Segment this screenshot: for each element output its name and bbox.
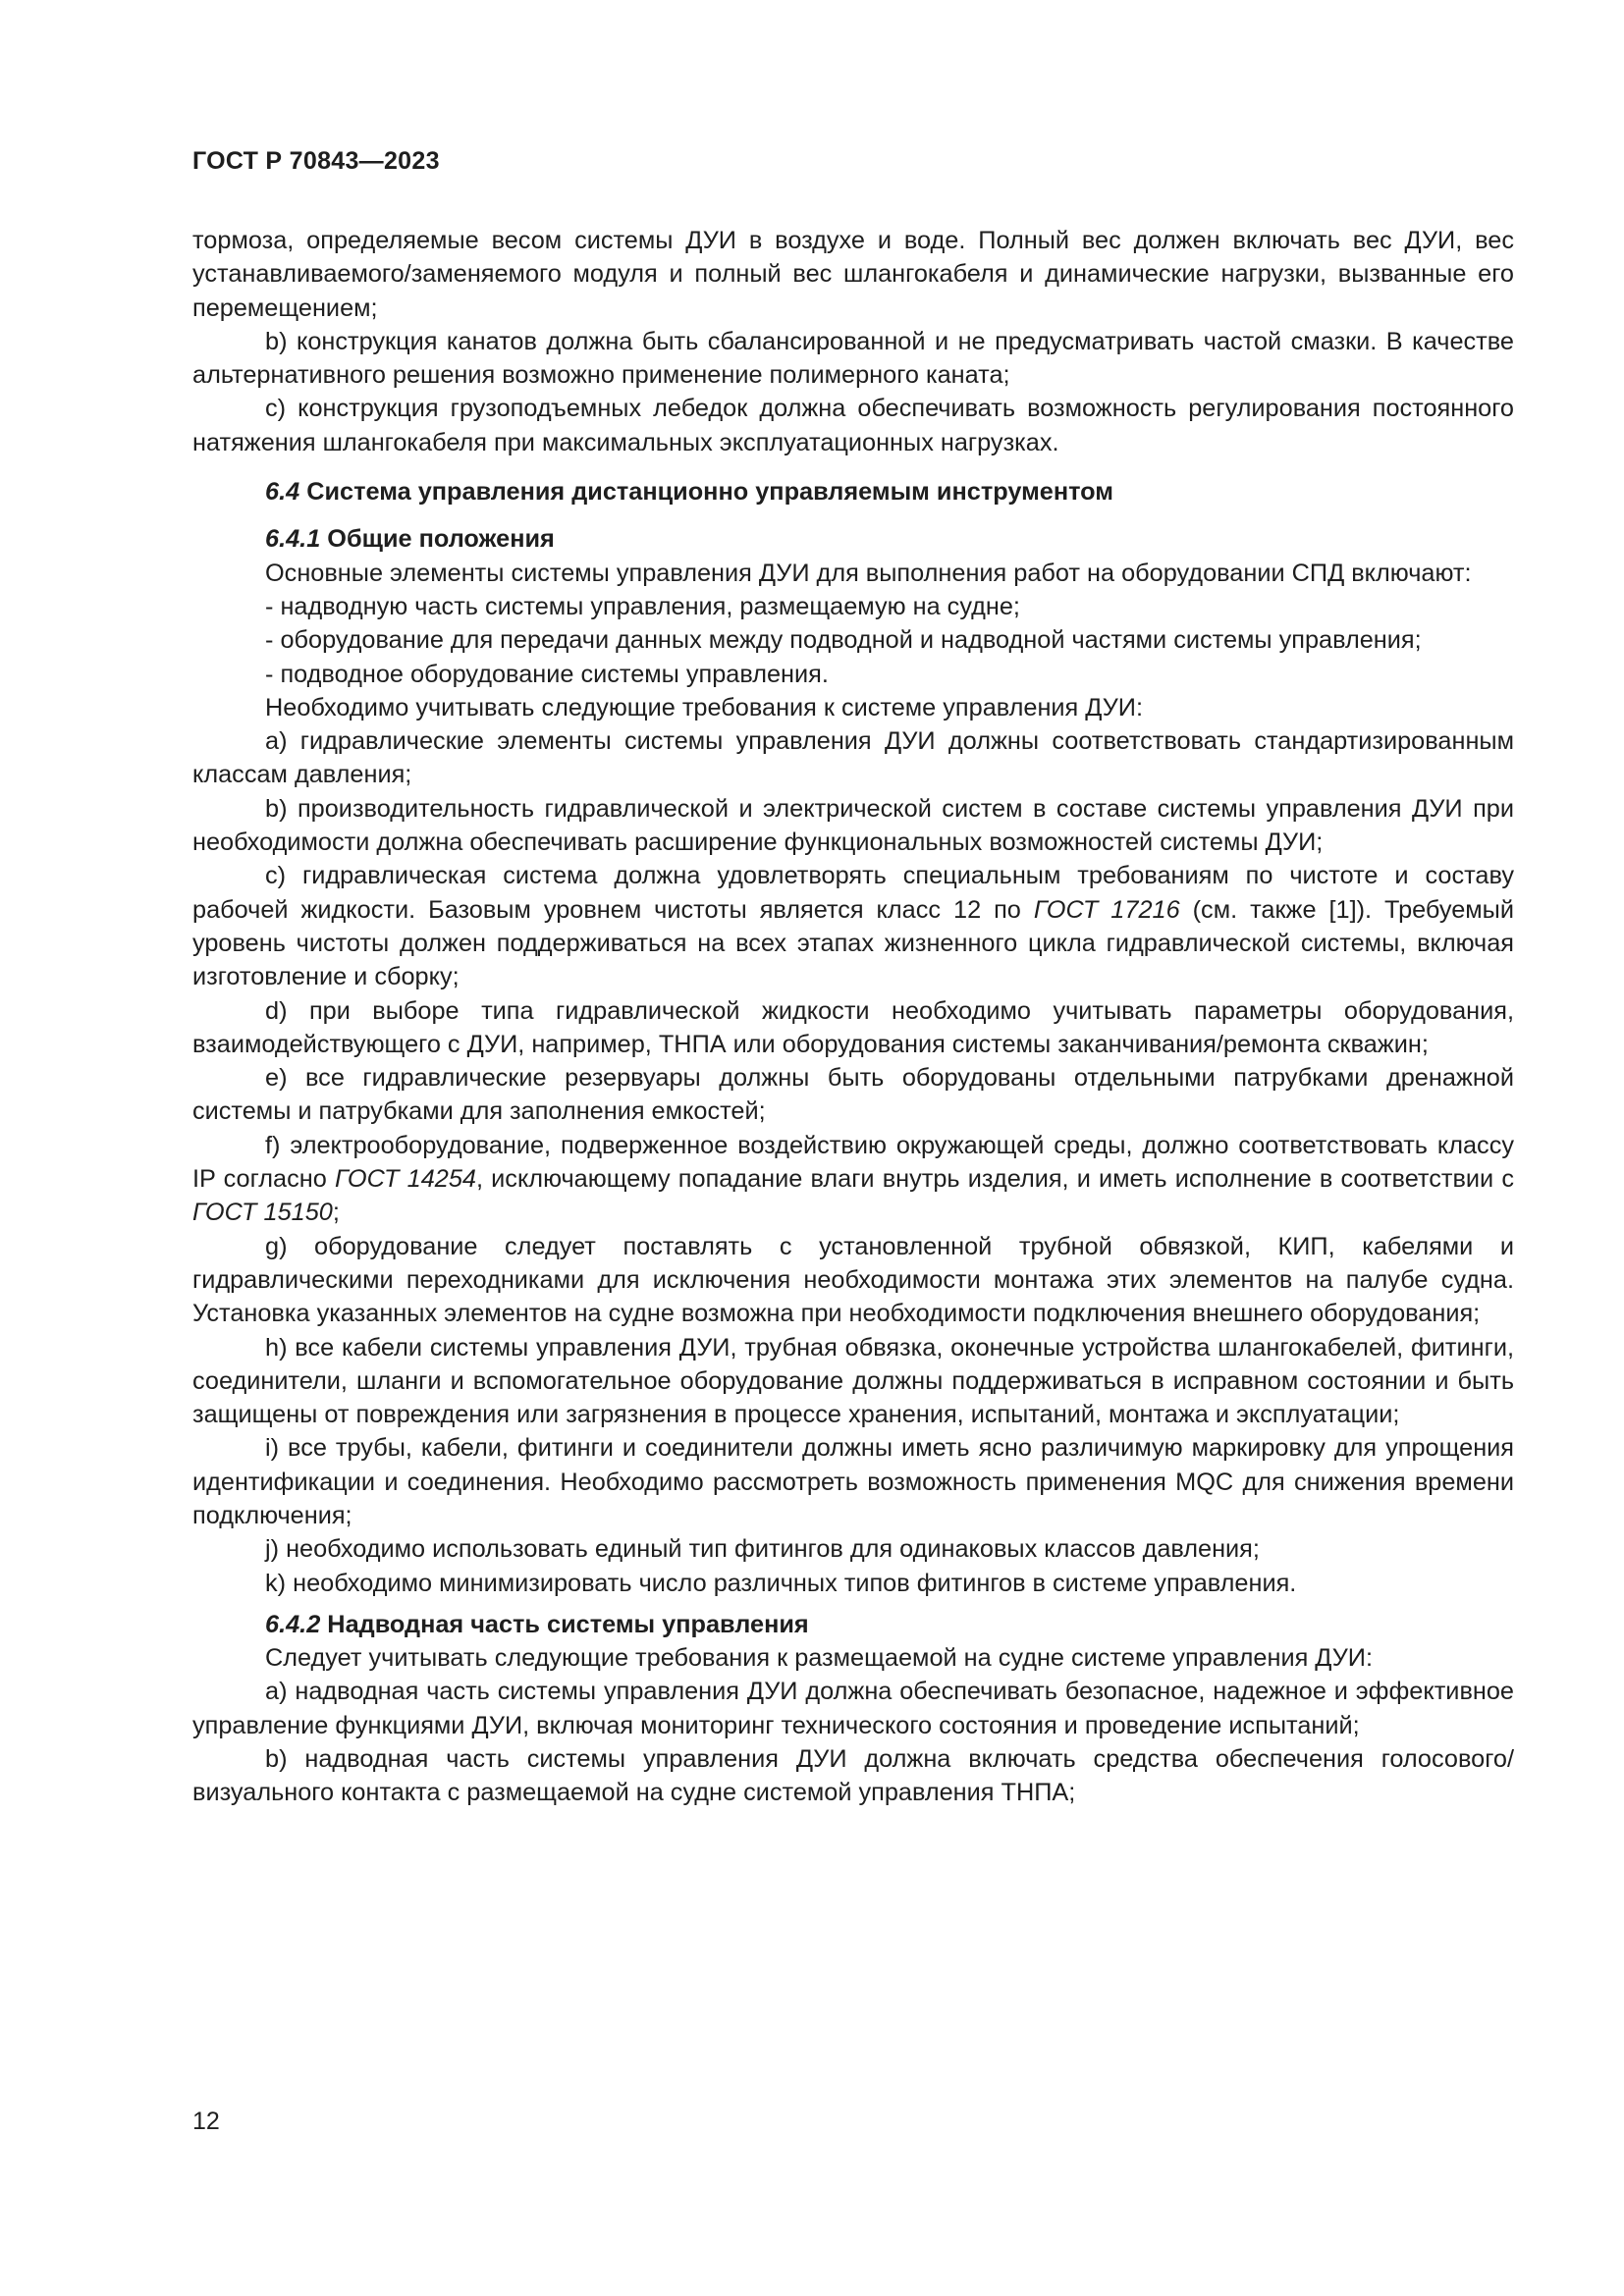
list-item-a: a) гидравлические элементы системы управления ДУИ должны соответствовать стандартизированным классам давления; bbox=[192, 727, 1514, 789]
subsection-title: Надводная часть системы управления bbox=[327, 1610, 809, 1638]
paragraph-intro: Основные элементы системы управления ДУИ для выполнения работ на оборудовании СПД включают: bbox=[265, 559, 1472, 587]
text-fragment: c) гидравлическая система должна удовлетворять специальным требованиям по чистоте и составу рабочей жидкости. Базовым уровнем чистоты является класс 12 по bbox=[192, 862, 1514, 924]
subsection-number: 6.4.1 bbox=[265, 525, 321, 554]
list-item-f bbox=[192, 1129, 1514, 1230]
list-item-g: g) оборудование следует поставлять с установленной трубной обвязкой, КИП, кабелями и гидравлическими переходниками для исключения необходимости монтажа этих элементов на палубе судна. Установка указанных элементов на судне возможна при необходимости подключения внешнего оборудования; bbox=[192, 1232, 1514, 1328]
paragraph-requirements-intro: Необходимо учитывать следующие требования к системе управления ДУИ: bbox=[265, 693, 1143, 721]
list-item-c bbox=[192, 859, 1514, 993]
standard-reference: ГОСТ 17216 bbox=[1033, 895, 1180, 924]
text-fragment: ; bbox=[332, 1199, 340, 1227]
page-number: 12 bbox=[192, 2108, 220, 2135]
text-fragment: (см. также [1]). Требуемый уровень чистоты должен поддерживаться на всех этапах жизненного цикла гидравлической системы, включая изготовление и сборку; bbox=[192, 895, 1514, 991]
subsection-heading-6-4-1 bbox=[192, 522, 1514, 556]
subsection-title: Общие положения bbox=[327, 525, 555, 554]
section-heading-6-4 bbox=[192, 475, 1514, 508]
dash-item: - оборудование для передачи данных между подводной и надводной частями системы управления; bbox=[265, 626, 1422, 655]
list-item-h: h) все кабели системы управления ДУИ, трубная обвязка, оконечные устройства шлангокабелей, фитинги, соединители, шланги и вспомогательное оборудование должны поддерживаться в исправном состоянии и быть защищены от повреждения или загрязнения в процессе хранения, испытаний, монтажа и эксплуатации; bbox=[192, 1333, 1514, 1429]
document-header: ГОСТ Р 70843—2023 bbox=[192, 147, 440, 175]
dash-item: - надводную часть системы управления, размещаемую на судне; bbox=[265, 592, 1020, 620]
list-item-i: i) все трубы, кабели, фитинги и соединители должны иметь ясно различимую маркировку для упрощения идентификации и соединения. Необходимо рассмотреть возможность применения MQC для снижения времени подключения; bbox=[192, 1434, 1514, 1529]
page-body bbox=[192, 224, 1514, 1810]
subsection-heading-6-4-2 bbox=[192, 1608, 1514, 1641]
section-title: Система управления дистанционно управляемым инструментом bbox=[306, 478, 1114, 507]
text-fragment: f) электрооборудование, подверженное воздействию окружающей среды, должно соответствовать классу IP согласно bbox=[192, 1131, 1514, 1194]
section-number: 6.4 bbox=[265, 478, 300, 507]
list-item-b: b) надводная часть системы управления ДУИ должна включать средства обеспечения голосового/визуального контакта с размещаемой на судне системой управления ТНПА; bbox=[192, 1745, 1514, 1807]
standard-reference: ГОСТ 15150 bbox=[192, 1199, 333, 1227]
text-fragment: , исключающему попадание влаги внутрь изделия, и иметь исполнение в соответствии с bbox=[475, 1165, 1514, 1194]
list-item-e: e) все гидравлические резервуары должны быть оборудованы отдельными патрубками дренажной системы и патрубками для заполнения емкостей; bbox=[192, 1064, 1514, 1126]
list-item-d: d) при выборе типа гидравлической жидкости необходимо учитывать параметры оборудования, взаимодействующего с ДУИ, например, ТНПА или оборудования системы заканчивания/ремонта скважин; bbox=[192, 996, 1514, 1058]
subsection-number: 6.4.2 bbox=[265, 1610, 321, 1638]
list-item-b: b) производительность гидравлической и электрической систем в составе системы управления ДУИ при необходимости должна обеспечивать расширение функциональных возможностей системы ДУИ; bbox=[192, 794, 1514, 857]
list-item-c: c) конструкция грузоподъемных лебедок должна обеспечивать возможность регулирования постоянного натяжения шлангокабеля при максимальных эксплуатационных нагрузках. bbox=[192, 395, 1514, 456]
list-item-k: k) необходимо минимизировать число различных типов фитингов в системе управления. bbox=[265, 1569, 1297, 1597]
list-item-a: a) надводная часть системы управления ДУИ должна обеспечивать безопасное, надежное и эффективное управление функциями ДУИ, включая мониторинг технического состояния и проведение испытаний; bbox=[192, 1678, 1514, 1739]
dash-item: - подводное оборудование системы управления. bbox=[265, 660, 829, 688]
list-item-j: j) необходимо использовать единый тип фитингов для одинаковых классов давления; bbox=[265, 1535, 1260, 1564]
continuation-paragraph: тормоза, определяемые весом системы ДУИ в воздухе и воде. Полный вес должен включать вес ДУИ, вес устанавливаемого/заменяемого модуля и полный вес шлангокабеля и динамические нагрузки, вызванные его перемещением; bbox=[192, 227, 1514, 322]
paragraph-intro: Следует учитывать следующие требования к размещаемой на судне системе управления ДУИ: bbox=[265, 1644, 1374, 1673]
list-item-b: b) конструкция канатов должна быть сбалансированной и не предусматривать частой смазки. В качестве альтернативного решения возможно применение полимерного каната; bbox=[192, 327, 1514, 390]
standard-reference: ГОСТ 14254 bbox=[334, 1165, 476, 1194]
